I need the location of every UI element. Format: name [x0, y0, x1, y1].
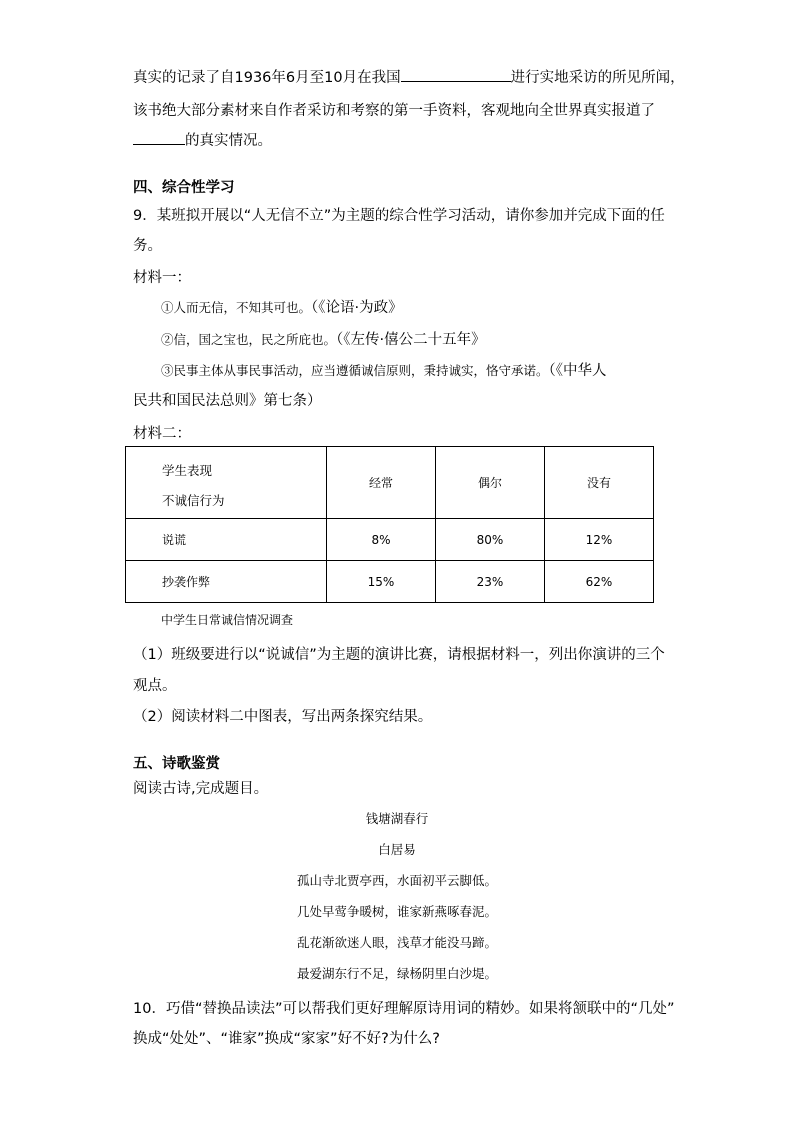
table-cell: 15%: [327, 561, 436, 603]
row-label: 抄袭作弊: [126, 561, 327, 603]
table-cell: 80%: [436, 519, 545, 561]
quote-source: （《论语·为政》: [311, 300, 403, 316]
quote-source: （《中华人: [548, 363, 607, 379]
sub-question-1-line-1: （1）班级要进行以“说诚信”为主题的演讲比赛，请根据材料一，列出你演讲的三个: [133, 647, 665, 663]
poem-line: 几处早莺争暖树，谁家新燕啄春泥。: [296, 904, 497, 919]
quote-source: （《左传·僖公二十五年》: [336, 332, 486, 348]
answer-blank: [133, 130, 185, 145]
section-heading-4: 四、综合性学习: [133, 180, 235, 196]
table-cell: 12%: [545, 519, 654, 561]
table-corner-cell: [126, 447, 327, 519]
quote-text: ①人而无信，不知其可也。: [161, 300, 312, 315]
intro-line-1: [133, 66, 685, 87]
section-heading-5: 五、诗歌鉴赏: [133, 756, 220, 772]
table-cell: 62%: [545, 561, 654, 603]
table-cell: 8%: [327, 519, 436, 561]
material-1-item-1: [161, 296, 403, 317]
column-header: 没有: [545, 447, 654, 519]
table-row: [126, 561, 654, 603]
poem-line: 乱花渐欲迷人眼，浅草才能没马蹄。: [296, 935, 497, 950]
question-10-line-2: 换成“处处”、“谁家”换成“家家”好不好?为什么?: [133, 1031, 440, 1047]
survey-table: [125, 446, 654, 603]
material-1-item-3-source: 民共和国民法总则》第七条）: [133, 393, 322, 409]
table-cell: 23%: [436, 561, 545, 603]
table-header-row: [126, 447, 654, 519]
column-header: 经常: [327, 447, 436, 519]
intro-text-c: 的真实情况。: [185, 133, 272, 149]
material-1-label: 材料一：: [133, 270, 191, 286]
intro-line-2: 该书绝大部分素材来自作者采访和考察的第一手资料，客观地向全世界真实报道了: [133, 103, 655, 119]
table-row: [126, 519, 654, 561]
poem-author: 白居易: [378, 842, 416, 857]
material-2-label: 材料二：: [133, 426, 191, 442]
column-header: 偶尔: [436, 447, 545, 519]
row-label: 说谎: [126, 519, 327, 561]
quote-text: ②信，国之宝也，民之所庇也。: [161, 332, 337, 347]
intro-line-3: [133, 129, 272, 150]
answer-blank: [401, 67, 511, 82]
question-10-line-1: 10．巧借“替换品读法”可以帮我们更好理解原诗用词的精妙。如果将颔联中的“几处”: [133, 1001, 675, 1017]
intro-text-a: 真实的记录了自1936年6月至10月在我国: [133, 70, 401, 86]
sub-question-1-line-2: 观点。: [133, 678, 177, 694]
sub-question-2: （2）阅读材料二中图表，写出两条探究结果。: [133, 709, 433, 725]
table-caption: 中学生日常诚信情况调查: [161, 613, 294, 627]
poem-instruction: 阅读古诗,完成题目。: [133, 781, 269, 797]
poem-line: 孤山寺北贾亭西，水面初平云脚低。: [296, 873, 497, 888]
material-1-item-2: [161, 328, 486, 349]
material-1-item-3: [161, 359, 607, 380]
intro-text-b: 进行实地采访的所见所闻，: [510, 70, 685, 86]
poem-title: 钱塘湖春行: [365, 811, 429, 826]
corner-label-bottom: 不诚信行为: [162, 493, 225, 508]
quote-text: ③民事主体从事民事活动，应当遵循诚信原则，秉持诚实，恪守承诺。: [161, 363, 549, 378]
question-9-line-2: 务。: [133, 238, 162, 254]
question-9-line-1: 9．某班拟开展以“人无信不立”为主题的综合性学习活动，请你参加并完成下面的任: [133, 208, 665, 224]
corner-label-top: 学生表现: [162, 463, 213, 478]
poem-line: 最爱湖东行不足，绿杨阴里白沙堤。: [296, 966, 497, 981]
